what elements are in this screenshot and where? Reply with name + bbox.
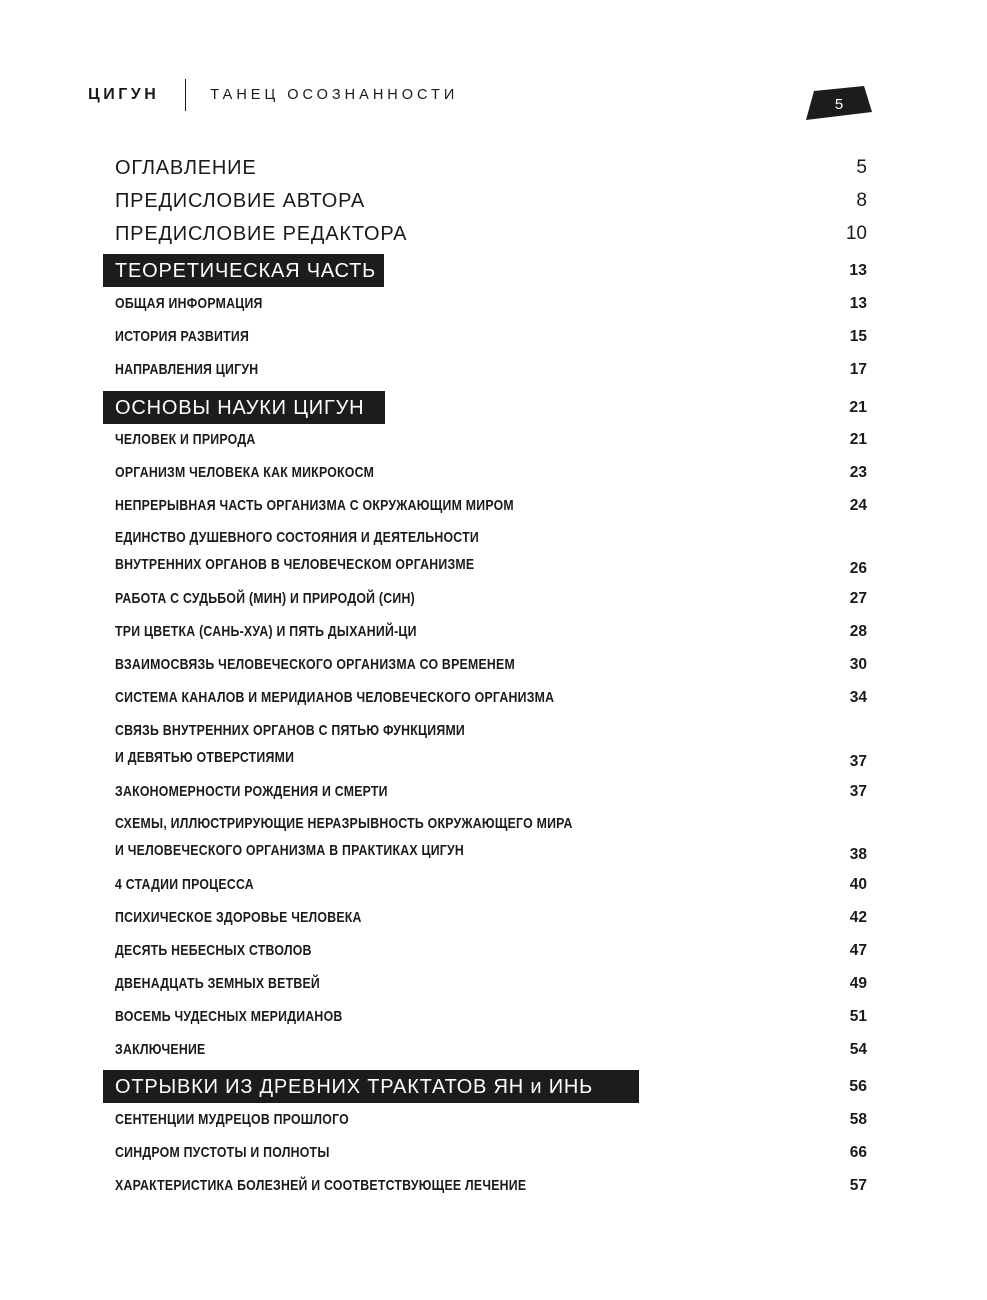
toc-entry-title: СИНДРОМ ПУСТОТЫ И ПОЛНОТЫ — [115, 1144, 330, 1161]
toc-entry-page: 13 — [849, 262, 867, 279]
book-title: ЦИГУН — [88, 86, 160, 103]
toc-entry-title: ПРЕДИСЛОВИЕ РЕДАКТОРА — [115, 223, 408, 245]
toc-entry-page: 15 — [849, 328, 867, 345]
toc-entry[interactable] — [0, 322, 987, 352]
toc-entry-title: ВЗАИМОСВЯЗЬ ЧЕЛОВЕЧЕСКОГО ОРГАНИЗМА СО ВРЕМЕНЕМ — [115, 656, 515, 673]
book-subtitle: ТАНЕЦ ОСОЗНАННОСТИ — [210, 87, 459, 103]
toc-entry-page: 21 — [849, 399, 867, 416]
toc-entry[interactable] — [0, 650, 987, 680]
toc-entry-page: 54 — [849, 1041, 867, 1058]
toc-entry-title-line: ЕДИНСТВО ДУШЕВНОГО СОСТОЯНИЯ И ДЕЯТЕЛЬНОСТИ — [115, 529, 479, 546]
toc-section-theory[interactable] — [0, 254, 987, 284]
toc-entry[interactable] — [0, 903, 987, 933]
toc-entry-page: 28 — [849, 623, 867, 640]
toc-entry-title: ИСТОРИЯ РАЗВИТИЯ — [115, 328, 250, 345]
toc-entry-title: ДЕСЯТЬ НЕБЕСНЫХ СТВОЛОВ — [115, 942, 312, 959]
toc-entry[interactable] — [0, 777, 987, 807]
toc-section-science-basics[interactable] — [0, 391, 987, 421]
toc-entry[interactable] — [0, 1138, 987, 1168]
toc-entry-title: ЧЕЛОВЕК И ПРИРОДА — [115, 431, 256, 448]
toc-entry-title: ПСИХИЧЕСКОЕ ЗДОРОВЬЕ ЧЕЛОВЕКА — [115, 909, 362, 926]
toc-entry[interactable] — [0, 870, 987, 900]
toc-entry-title: ТРИ ЦВЕТКА (САНЬ-ХУА) И ПЯТЬ ДЫХАНИЙ-ЦИ — [115, 623, 417, 640]
toc-section-title: ОСНОВЫ НАУКИ ЦИГУН — [115, 397, 365, 419]
toc-entry-title-line: И ДЕВЯТЬЮ ОТВЕРСТИЯМИ — [115, 749, 295, 766]
toc-entry-page: 24 — [849, 497, 867, 514]
toc-entry[interactable] — [0, 1035, 987, 1065]
toc-entry-page: 21 — [849, 431, 867, 448]
toc-section-title: ТЕОРЕТИЧЕСКАЯ ЧАСТЬ — [115, 260, 377, 282]
toc-entry[interactable] — [0, 810, 987, 870]
toc-entry[interactable] — [0, 491, 987, 521]
toc-entry-title: ЗАКОНОМЕРНОСТИ РОЖДЕНИЯ И СМЕРТИ — [115, 783, 388, 800]
toc-entry-page: 13 — [849, 295, 867, 312]
toc-entry-title-line: ВНУТРЕННИХ ОРГАНОВ В ЧЕЛОВЕЧЕСКОМ ОРГАНИЗМЕ — [115, 556, 475, 573]
toc-entry-page: 49 — [849, 975, 867, 992]
toc-entry-title: ЗАКЛЮЧЕНИЕ — [115, 1041, 206, 1058]
toc-entry[interactable] — [0, 1002, 987, 1032]
toc-section-ancient-treatises[interactable] — [0, 1070, 987, 1100]
toc-entry-page: 30 — [849, 656, 867, 673]
toc-entry[interactable] — [0, 717, 987, 777]
toc-entry-title-line: СХЕМЫ, ИЛЛЮСТРИРУЮЩИЕ НЕРАЗРЫВНОСТЬ ОКРУЖАЮЩЕГО МИРА — [115, 815, 573, 832]
toc-entry-page: 5 — [856, 157, 867, 178]
toc-entry-page: 51 — [849, 1008, 867, 1025]
toc-entry-title: СЕНТЕНЦИИ МУДРЕЦОВ ПРОШЛОГО — [115, 1111, 349, 1128]
toc-entry[interactable] — [0, 936, 987, 966]
toc-entry[interactable] — [0, 425, 987, 455]
toc-entry-page: 42 — [849, 909, 867, 926]
toc-entry-title: ОГЛАВЛЕНИЕ — [115, 157, 257, 179]
toc-entry-title: ОБЩАЯ ИНФОРМАЦИЯ — [115, 295, 263, 312]
toc-entry-editor-preface[interactable] — [0, 219, 987, 249]
toc-entry-title: ПРЕДИСЛОВИЕ АВТОРА — [115, 190, 366, 212]
toc-entry-title: РАБОТА С СУДЬБОЙ (МИН) И ПРИРОДОЙ (СИН) — [115, 590, 415, 607]
toc-entry-title-line: И ЧЕЛОВЕЧЕСКОГО ОРГАНИЗМА В ПРАКТИКАХ ЦИГУН — [115, 842, 465, 859]
toc-entry-page: 17 — [849, 361, 867, 378]
toc-entry-page: 10 — [845, 223, 867, 244]
toc-entry-title: ХАРАКТЕРИСТИКА БОЛЕЗНЕЙ И СООТВЕТСТВУЮЩЕЕ ЛЕЧЕНИЕ — [115, 1177, 527, 1194]
toc-entry-title — [115, 524, 479, 578]
toc-entry-page: 66 — [849, 1144, 867, 1161]
toc-entry[interactable] — [0, 617, 987, 647]
toc-entry[interactable] — [0, 355, 987, 385]
toc-entry[interactable] — [0, 289, 987, 319]
toc-entry-page: 47 — [849, 942, 867, 959]
toc-entry-title-line: СВЯЗЬ ВНУТРЕННИХ ОРГАНОВ С ПЯТЬЮ ФУНКЦИЯМИ — [115, 722, 466, 739]
toc-entry-title — [115, 810, 573, 864]
page-number: 5 — [834, 96, 844, 113]
toc-entry-page: 8 — [856, 190, 867, 211]
toc-entry[interactable] — [0, 1171, 987, 1201]
toc-entry[interactable] — [0, 969, 987, 999]
toc-entry[interactable] — [0, 584, 987, 614]
toc-entry-title: 4 СТАДИИ ПРОЦЕССА — [115, 876, 254, 893]
toc-entry-contents[interactable] — [0, 153, 987, 183]
toc-entry-title: ВОСЕМЬ ЧУДЕСНЫХ МЕРИДИАНОВ — [115, 1008, 343, 1025]
toc-entry-page: 37 — [849, 753, 867, 770]
toc-entry-page: 56 — [849, 1078, 867, 1095]
toc-entry-page: 37 — [849, 783, 867, 800]
toc-entry-page: 23 — [849, 464, 867, 481]
toc-entry[interactable] — [0, 458, 987, 488]
toc-entry-title: НЕПРЕРЫВНАЯ ЧАСТЬ ОРГАНИЗМА С ОКРУЖАЮЩИМ МИРОМ — [115, 497, 514, 514]
toc-entry-page: 40 — [849, 876, 867, 893]
toc-entry[interactable] — [0, 1105, 987, 1135]
toc-entry-page: 38 — [849, 846, 867, 863]
toc-entry-title: ОРГАНИЗМ ЧЕЛОВЕКА КАК МИКРОКОСМ — [115, 464, 375, 481]
toc-entry[interactable] — [0, 524, 987, 584]
toc-entry-page: 27 — [849, 590, 867, 607]
toc-entry-page: 34 — [849, 689, 867, 706]
toc-entry-title: СИСТЕМА КАНАЛОВ И МЕРИДИАНОВ ЧЕЛОВЕЧЕСКОГО ОРГАНИЗМА — [115, 689, 555, 706]
toc-section-title: ОТРЫВКИ ИЗ ДРЕВНИХ ТРАКТАТОВ ЯН и ИНЬ — [115, 1076, 594, 1098]
toc-entry[interactable] — [0, 683, 987, 713]
toc-entry-title: НАПРАВЛЕНИЯ ЦИГУН — [115, 361, 259, 378]
toc-entry-page: 58 — [849, 1111, 867, 1128]
toc-entry-page: 26 — [849, 560, 867, 577]
toc-entry-page: 57 — [849, 1177, 867, 1194]
toc-entry-title: ДВЕНАДЦАТЬ ЗЕМНЫХ ВЕТВЕЙ — [115, 975, 320, 992]
toc-entry-author-preface[interactable] — [0, 186, 987, 216]
toc-entry-title — [115, 717, 465, 771]
